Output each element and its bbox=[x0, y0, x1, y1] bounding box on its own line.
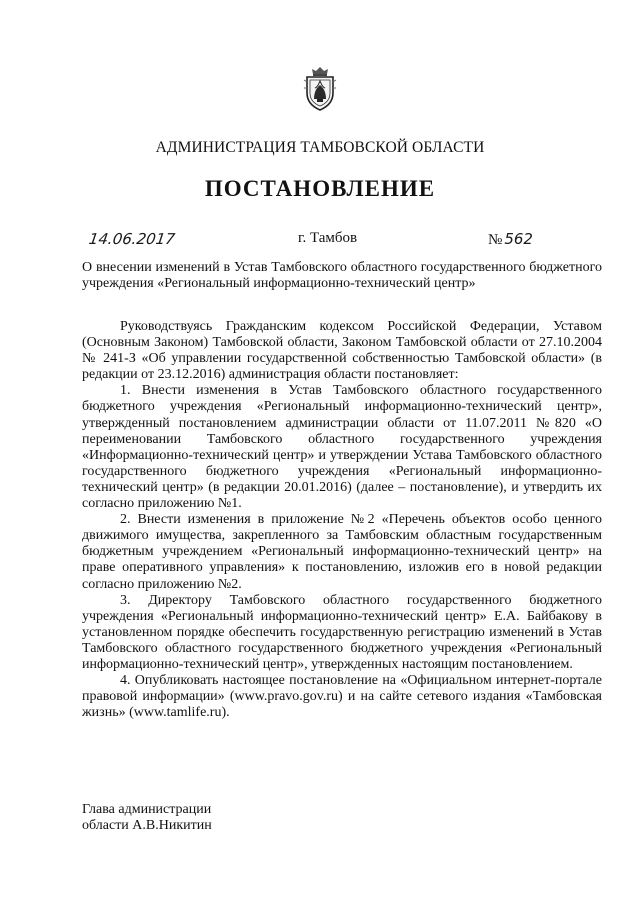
document-body bbox=[82, 319, 602, 721]
paragraph-item-4: 4. Опубликовать настоящее постановление на «Официальном интернет-портале правовой информации» (www.pravo.gov.ru) и на сайте сетевого издания «Тамбовская жизнь» (www.tamlife.ru). bbox=[82, 673, 602, 721]
paragraph-item-1: 1. Внести изменения в Устав Тамбовского областного государственного бюджетного учреждения «Региональный информационно-технический центр», утвержденный постановлением администрации области от 11.07.2011 №820 «О переименовании Тамбовского областного государственного учреждения «Информационно-технический центр» и утверждении Устава Тамбовского областного государственного бюджетного учреждения «Региональный информационно-технический центр» (в редакции 20.01.2016) (далее – постановление), и утвердить их согласно приложению №1. bbox=[82, 383, 602, 512]
document-subject: О внесении изменений в Устав Тамбовского областного государственного бюджетного учреждения «Региональный информационно-технический центр» bbox=[82, 260, 602, 291]
coat-of-arms-graphic bbox=[301, 66, 339, 112]
document-number bbox=[488, 230, 533, 249]
number-label: № bbox=[488, 232, 503, 248]
handwritten-date: 14.06.2017 bbox=[87, 230, 177, 248]
signature-block bbox=[82, 802, 212, 834]
signature-name: области А.В.Никитин bbox=[82, 818, 212, 833]
signature-title: Глава администрации bbox=[82, 802, 212, 817]
paragraph-item-3: 3. Директору Тамбовского областного государственного бюджетного учреждения «Региональный информационно-технический центр» Е.А. Байбакову в установленном порядке обеспечить государственную регистрацию изменений в Устав Тамбовского областного государственного бюджетного учреждения «Региональный информационно-технический центр», утвержденных настоящим постановлением. bbox=[82, 592, 602, 672]
handwritten-number: 562 bbox=[504, 230, 533, 248]
document-type-title: ПОСТАНОВЛЕНИЕ bbox=[204, 176, 436, 201]
paragraph-preamble: Руководствуясь Гражданским кодексом Российской Федерации, Уставом (Основным Законом) Тамбовской области, Законом Тамбовской области от 27.10.2004 № 241-З «Об управлении государственной собственностью Тамбовской области» (в редакции от 23.12.2016) администрация области постановляет: bbox=[82, 319, 602, 383]
paragraph-item-2: 2. Внести изменения в приложение №2 «Перечень объектов особо ценного движимого имущества, закрепленного за Тамбовским областным государственным бюджетным учреждением «Региональный информационно-технический центр» на праве оперативного управления» к постановлению, изложив его в новой редакции согласно приложению №2. bbox=[82, 512, 602, 592]
city: г. Тамбов bbox=[298, 230, 358, 246]
organization-name: АДМИНИСТРАЦИЯ ТАМБОВСКОЙ ОБЛАСТИ bbox=[155, 139, 485, 156]
coat-of-arms-icon bbox=[301, 66, 339, 112]
